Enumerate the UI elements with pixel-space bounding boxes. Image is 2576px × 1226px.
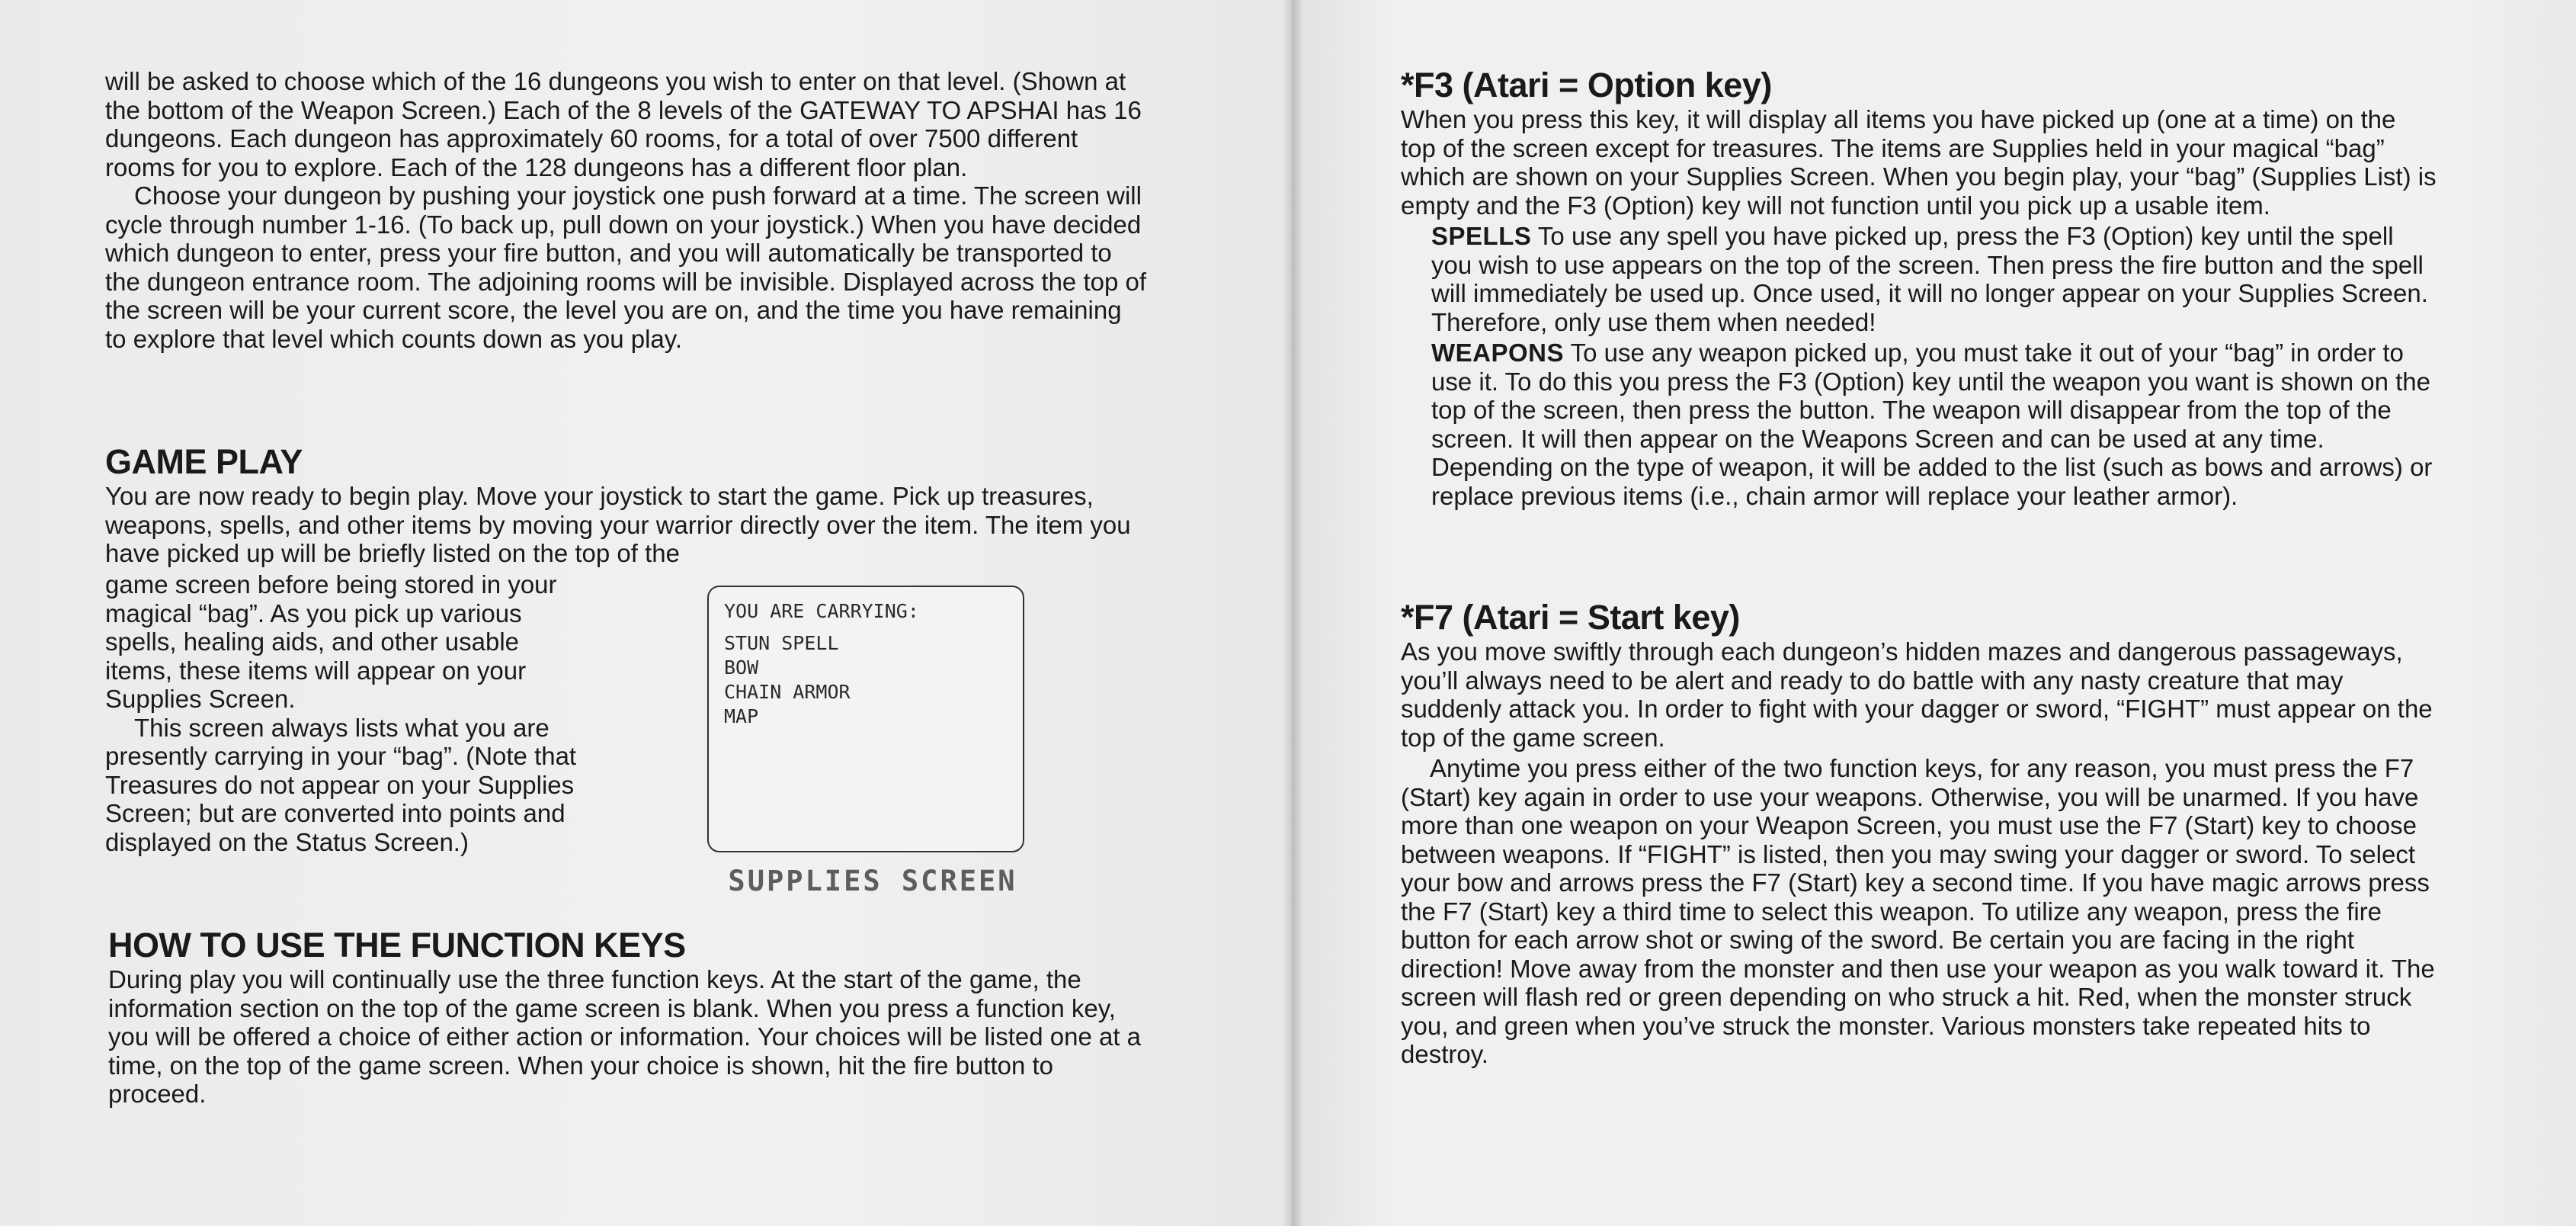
supplies-item: MAP <box>724 705 759 727</box>
supplies-screen-caption: SUPPLIES SCREEN <box>728 865 1017 897</box>
f7-section <box>1401 598 2437 1069</box>
spells-paragraph <box>1431 222 2437 336</box>
game-play-heading: GAME PLAY <box>105 442 303 481</box>
intro-paragraph-2: Choose your dungeon by pushing your joystick one push forward at a time. The screen will cycle through number 1-16. (To back up, pull down on your joystick.) When you have decided which dungeon to enter, press your fire button, and you will automatically be transported to the dungeon entrance room. The adjoining rooms will be invisible. Displayed across the top of the screen will be your current score, the level you are on, and the time you have remaining to explore that level which counts down as you play. <box>105 181 1147 353</box>
supplies-screen-illustration <box>707 586 1024 852</box>
supplies-item: CHAIN ARMOR <box>724 681 851 703</box>
f3-heading: *F3 (Atari = Option key) <box>1401 66 1772 104</box>
weapons-label: WEAPONS <box>1431 339 1565 367</box>
game-play-section <box>105 442 1149 568</box>
game-play-paragraph: You are now ready to begin play. Move your joystick to start the game. Pick up treasures, weapons, spells, and other items by moving your warrior directly over the item. The item you have picked up will be briefly listed on the top of the <box>105 482 1131 567</box>
game-play-supplies-note: This screen always lists what you are presently carrying in your “bag”. (Note that Treasures do not appear on your Supplies Screen; but are converted into points and displayed on the Status Screen.) <box>105 713 577 856</box>
intro-paragraph-1: will be asked to choose which of the 16 dungeons you wish to enter on that level. (Shown at the bottom of the Weapon Screen.) Each of the 8 levels of the GATEWAY TO APSHAI has 16 dungeons. Each dungeon has approximately 60 rooms, for a total of over 7500 different rooms for you to explore. Each of the 128 dungeons has a different floor plan. <box>105 67 1142 181</box>
weapons-paragraph <box>1431 339 2437 510</box>
f3-section <box>1401 66 2437 510</box>
supplies-item: STUN SPELL <box>724 632 839 654</box>
spells-text: To use any spell you have picked up, press the F3 (Option) key until the spell you wish to use appears on the top of the screen. Then press the fire button and the spell will immediately be used up. Once used, it will no longer appear on your Supplies Screen. Therefore, only use them when needed! <box>1431 222 2428 336</box>
f3-subsections <box>1401 222 2437 510</box>
f3-paragraph: When you press this key, it will display all items you have picked up (one at a time) on the top of the screen except for treasures. The items are Supplies held in your magical “bag” which are shown on your Supplies Screen. When you begin play, your “bag” (Supplies List) is empty and the F3 (Option) key will not function until you pick up a usable item. <box>1401 105 2437 220</box>
function-keys-section <box>108 926 1152 1109</box>
game-play-bag-paragraph: game screen before being stored in your magical “bag”. As you pick up various spells, healing aids, and other usable items, these items will appear on your Supplies Screen. <box>105 570 557 713</box>
f7-paragraph-2: Anytime you press either of the two function keys, for any reason, you must press the F7 (Start) key again in order to use your weapons. Otherwise, you will be unarmed. If you have more than one weapon on your Weapon Screen, you must use the F7 (Start) key to choose between weapons. If “FIGHT” is listed, then you may swing your dagger or sword. To select your bow and arrows press the F7 (Start) key a second time. If you have magic arrows press the F7 (Start) key a third time to select this weapon. To utilize any weapon, press the fire button for each arrow shot or swing of the sword. Be certain you are facing in the right direction! Move away from the monster and then use your weapon as you walk toward it. The screen will flash red or green depending on who struck a hit. Red, when the monster struck you, and green when you’ve struck the monster. Various monsters take repeated hits to destroy. <box>1401 754 2435 1068</box>
spells-label: SPELLS <box>1431 222 1532 250</box>
f7-heading: *F7 (Atari = Start key) <box>1401 598 1740 637</box>
game-play-narrow-column <box>105 570 593 856</box>
intro-section <box>105 67 1149 353</box>
weapons-text: To use any weapon picked up, you must take it out of your “bag” in order to use it. To do this you press the F3 (Option) key until the weapon you want is shown on the top of the screen, then press the button. The weapon will disappear from the top of the screen. It will then appear on the Weapons Screen and can be used at any time. Depending on the type of weapon, it will be added to the list (such as bows and arrows) or replace previous items (i.e., chain armor will replace your leather armor). <box>1431 339 2433 510</box>
function-keys-heading: HOW TO USE THE FUNCTION KEYS <box>108 926 686 964</box>
function-keys-paragraph: During play you will continually use the three function keys. At the start of the game, the information section on the top of the game screen is blank. When you press a function key, you will be offered a choice of either action or information. Your choices will be listed one at a time, on the top of the game screen. When your choice is shown, hit the fire button to proceed. <box>108 965 1142 1108</box>
f7-paragraph-1: As you move swiftly through each dungeon’s hidden mazes and dangerous passageways, you’ll always need to be alert and ready to do battle with any nasty creature that may suddenly attack you. In order to fight with your dagger or sword, “FIGHT” must appear on the top of the game screen. <box>1401 637 2433 752</box>
supplies-screen-heading: YOU ARE CARRYING: <box>724 600 919 622</box>
book-spine <box>1282 0 1302 1226</box>
supplies-item: BOW <box>724 656 759 679</box>
